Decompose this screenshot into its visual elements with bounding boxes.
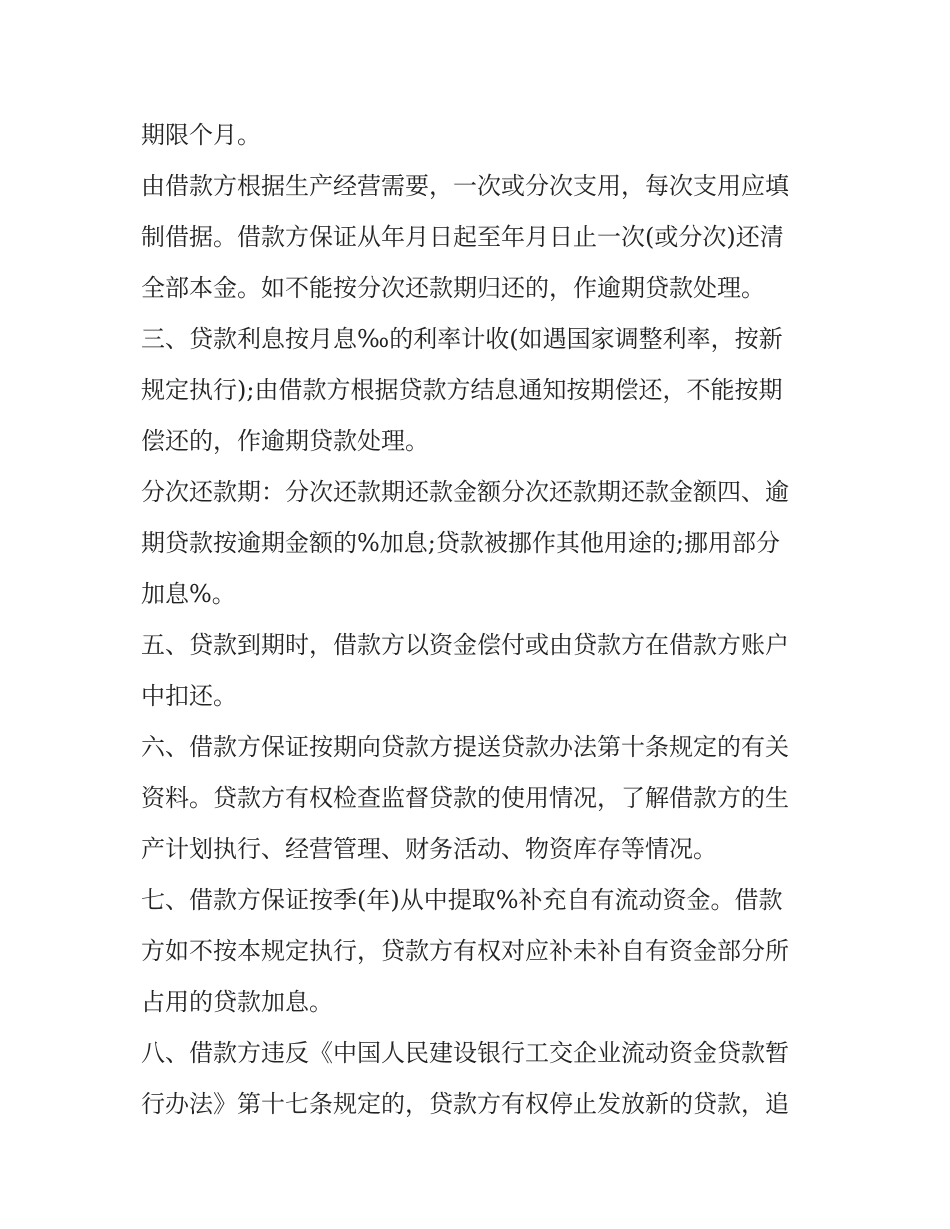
document-body [141,110,821,1130]
text-line: 分次还款期：分次还款期还款金额分次还款期还款金额四、逾 [141,478,789,506]
text-line: 期限个月。 [141,121,261,149]
text-line: 方如不按本规定执行，贷款方有权对应补未补自有资金部分所 [141,937,789,965]
text-line: 偿还的，作逾期贷款处理。 [141,427,429,455]
text-line: 资料。贷款方有权检查监督贷款的使用情况，了解借款方的生 [141,784,789,812]
text-line: 中扣还。 [141,682,237,710]
text-line: 产计划执行、经营管理、财务活动、物资库存等情况。 [141,835,717,863]
text-line: 期贷款按逾期金额的%加息;贷款被挪作其他用途的;挪用部分 [141,529,780,557]
text-line: 加息%。 [141,580,236,608]
text-line: 占用的贷款加息。 [141,988,333,1016]
text-line: 三、贷款利息按月息‰的利率计收(如遇国家调整利率，按新 [141,325,783,353]
text-line: 行办法》第十七条规定的，贷款方有权停止发放新的贷款，追 [141,1090,789,1118]
text-line: 规定执行);由借款方根据贷款方结息通知按期偿还，不能按期 [141,376,783,404]
text-line: 五、贷款到期时，借款方以资金偿付或由贷款方在借款方账户 [141,631,789,659]
text-line: 八、借款方违反《中国人民建设银行工交企业流动资金贷款暂 [141,1039,789,1067]
text-line: 七、借款方保证按季(年)从中提取%补充自有流动资金。借款 [141,886,783,914]
text-line: 由借款方根据生产经营需要，一次或分次支用，每次支用应填 [141,172,789,200]
text-line: 制借据。借款方保证从年月日起至年月日止一次(或分次)还清 [141,223,784,251]
text-line: 全部本金。如不能按分次还款期归还的，作逾期贷款处理。 [141,274,765,302]
text-line: 六、借款方保证按期向贷款方提送贷款办法第十条规定的有关 [141,733,789,761]
